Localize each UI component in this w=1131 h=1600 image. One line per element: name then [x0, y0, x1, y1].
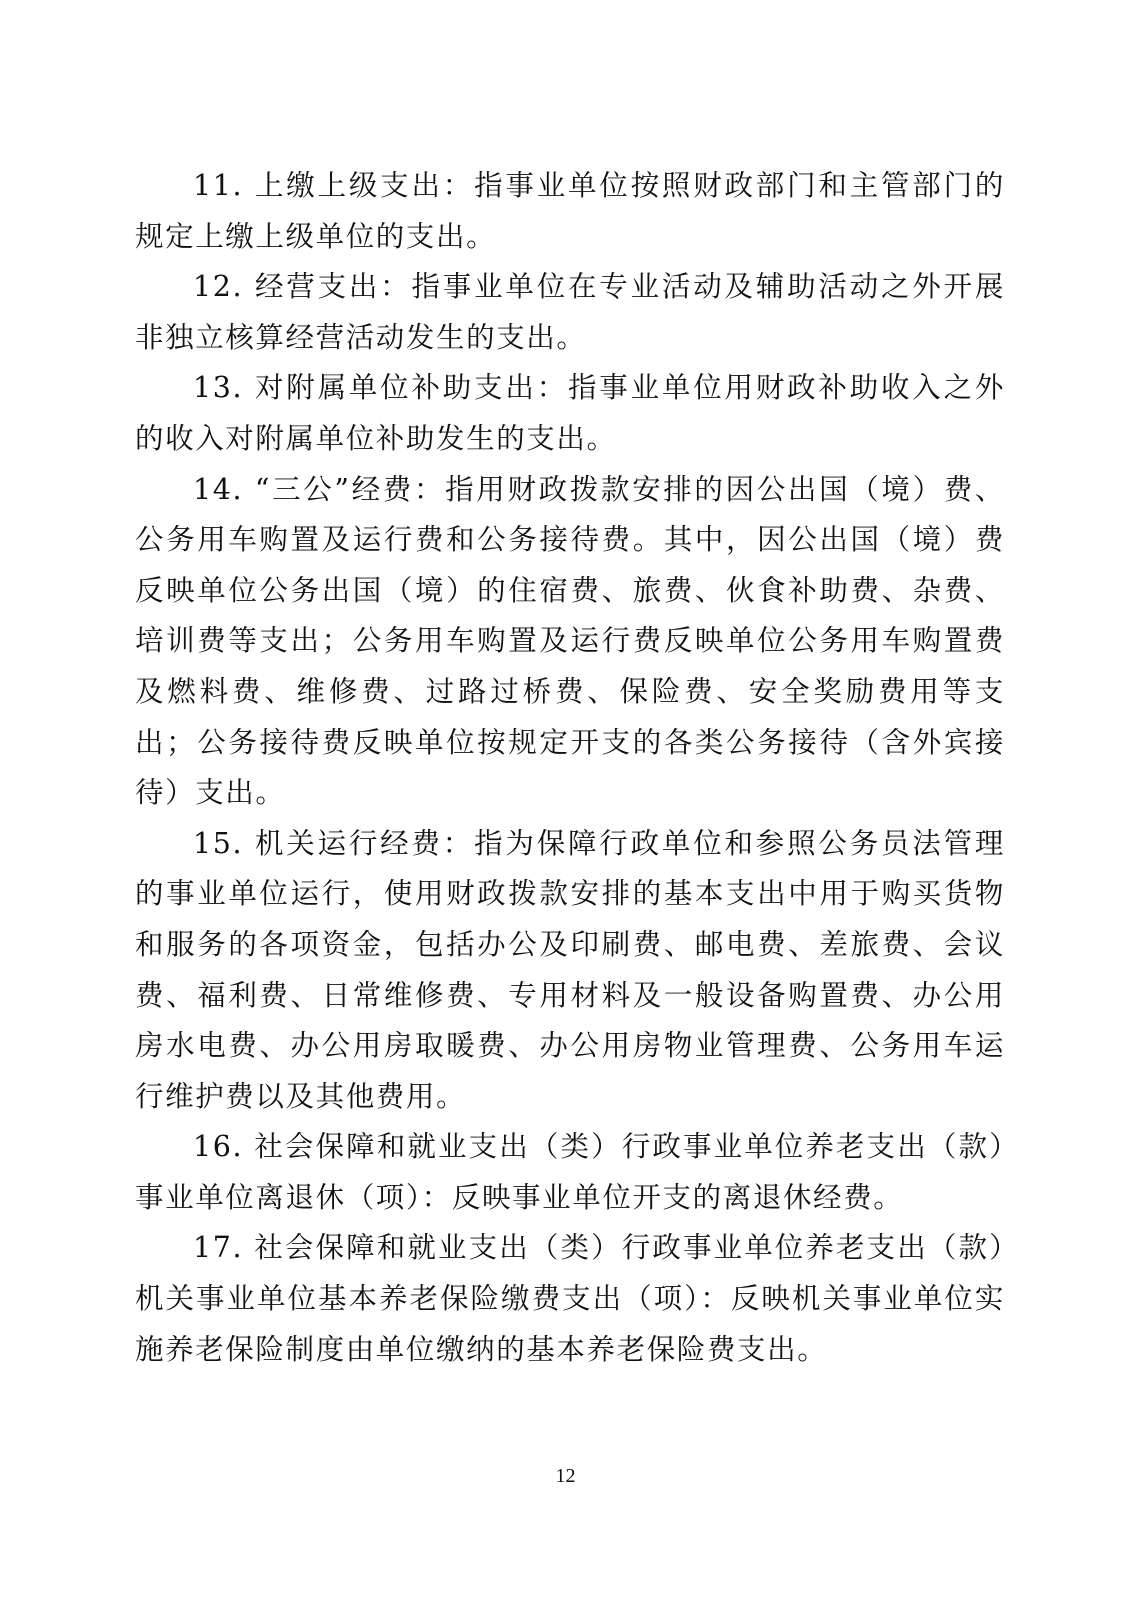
paragraph-14: [135, 465, 1005, 819]
paragraph-11: [135, 161, 1005, 262]
paragraph-17-text: 17. 社会保障和就业支出（类）行政事业单位养老支出（款）机关事业单位基本养老保险缴费支出（项）：反映机关事业单位实施养老保险制度由单位缴纳的基本养老保险费支出。: [135, 1231, 1005, 1366]
page-number: 12: [555, 1465, 576, 1487]
paragraph-17: [135, 1223, 1005, 1375]
paragraph-15-text: 15. 机关运行经费：指为保障行政单位和参照公务员法管理的事业单位运行，使用财政拨款安排的基本支出中用于购买货物和服务的各项资金，包括办公及印刷费、邮电费、差旅费、会议费、福利费、日常维修费、专用材料及一般设备购置费、办公用房水电费、办公用房取暖费、办公用房物业管理费、公务用车运行维护费以及其他费用。: [135, 826, 1005, 1113]
paragraph-13-text: 13. 对附属单位补助支出：指事业单位用财政补助收入之外的收入对附属单位补助发生的支出。: [135, 371, 1005, 455]
paragraph-14-text: 14. “三公”经费：指用财政拨款安排的因公出国（境）费、公务用车购置及运行费和公务接待费。其中，因公出国（境）费反映单位公务出国（境）的住宿费、旅费、伙食补助费、杂费、培训费等支出；公务用车购置及运行费反映单位公务用车购置费及燃料费、维修费、过路过桥费、保险费、安全奖励费用等支出；公务接待费反映单位按规定开支的各类公务接待（含外宾接待）支出。: [135, 472, 1005, 810]
paragraph-16-text: 16. 社会保障和就业支出（类）行政事业单位养老支出（款）事业单位离退休（项）：反映事业单位开支的离退休经费。: [135, 1130, 1005, 1214]
paragraph-16: [135, 1122, 1005, 1223]
page-content: [135, 161, 1005, 1375]
paragraph-13: [135, 363, 1005, 464]
paragraph-15: [135, 819, 1005, 1123]
paragraph-12: [135, 262, 1005, 363]
paragraph-11-text: 11. 上缴上级支出：指事业单位按照财政部门和主管部门的规定上缴上级单位的支出。: [135, 169, 1005, 253]
paragraph-12-text: 12. 经营支出：指事业单位在专业活动及辅助活动之外开展非独立核算经营活动发生的支出。: [135, 270, 1005, 354]
